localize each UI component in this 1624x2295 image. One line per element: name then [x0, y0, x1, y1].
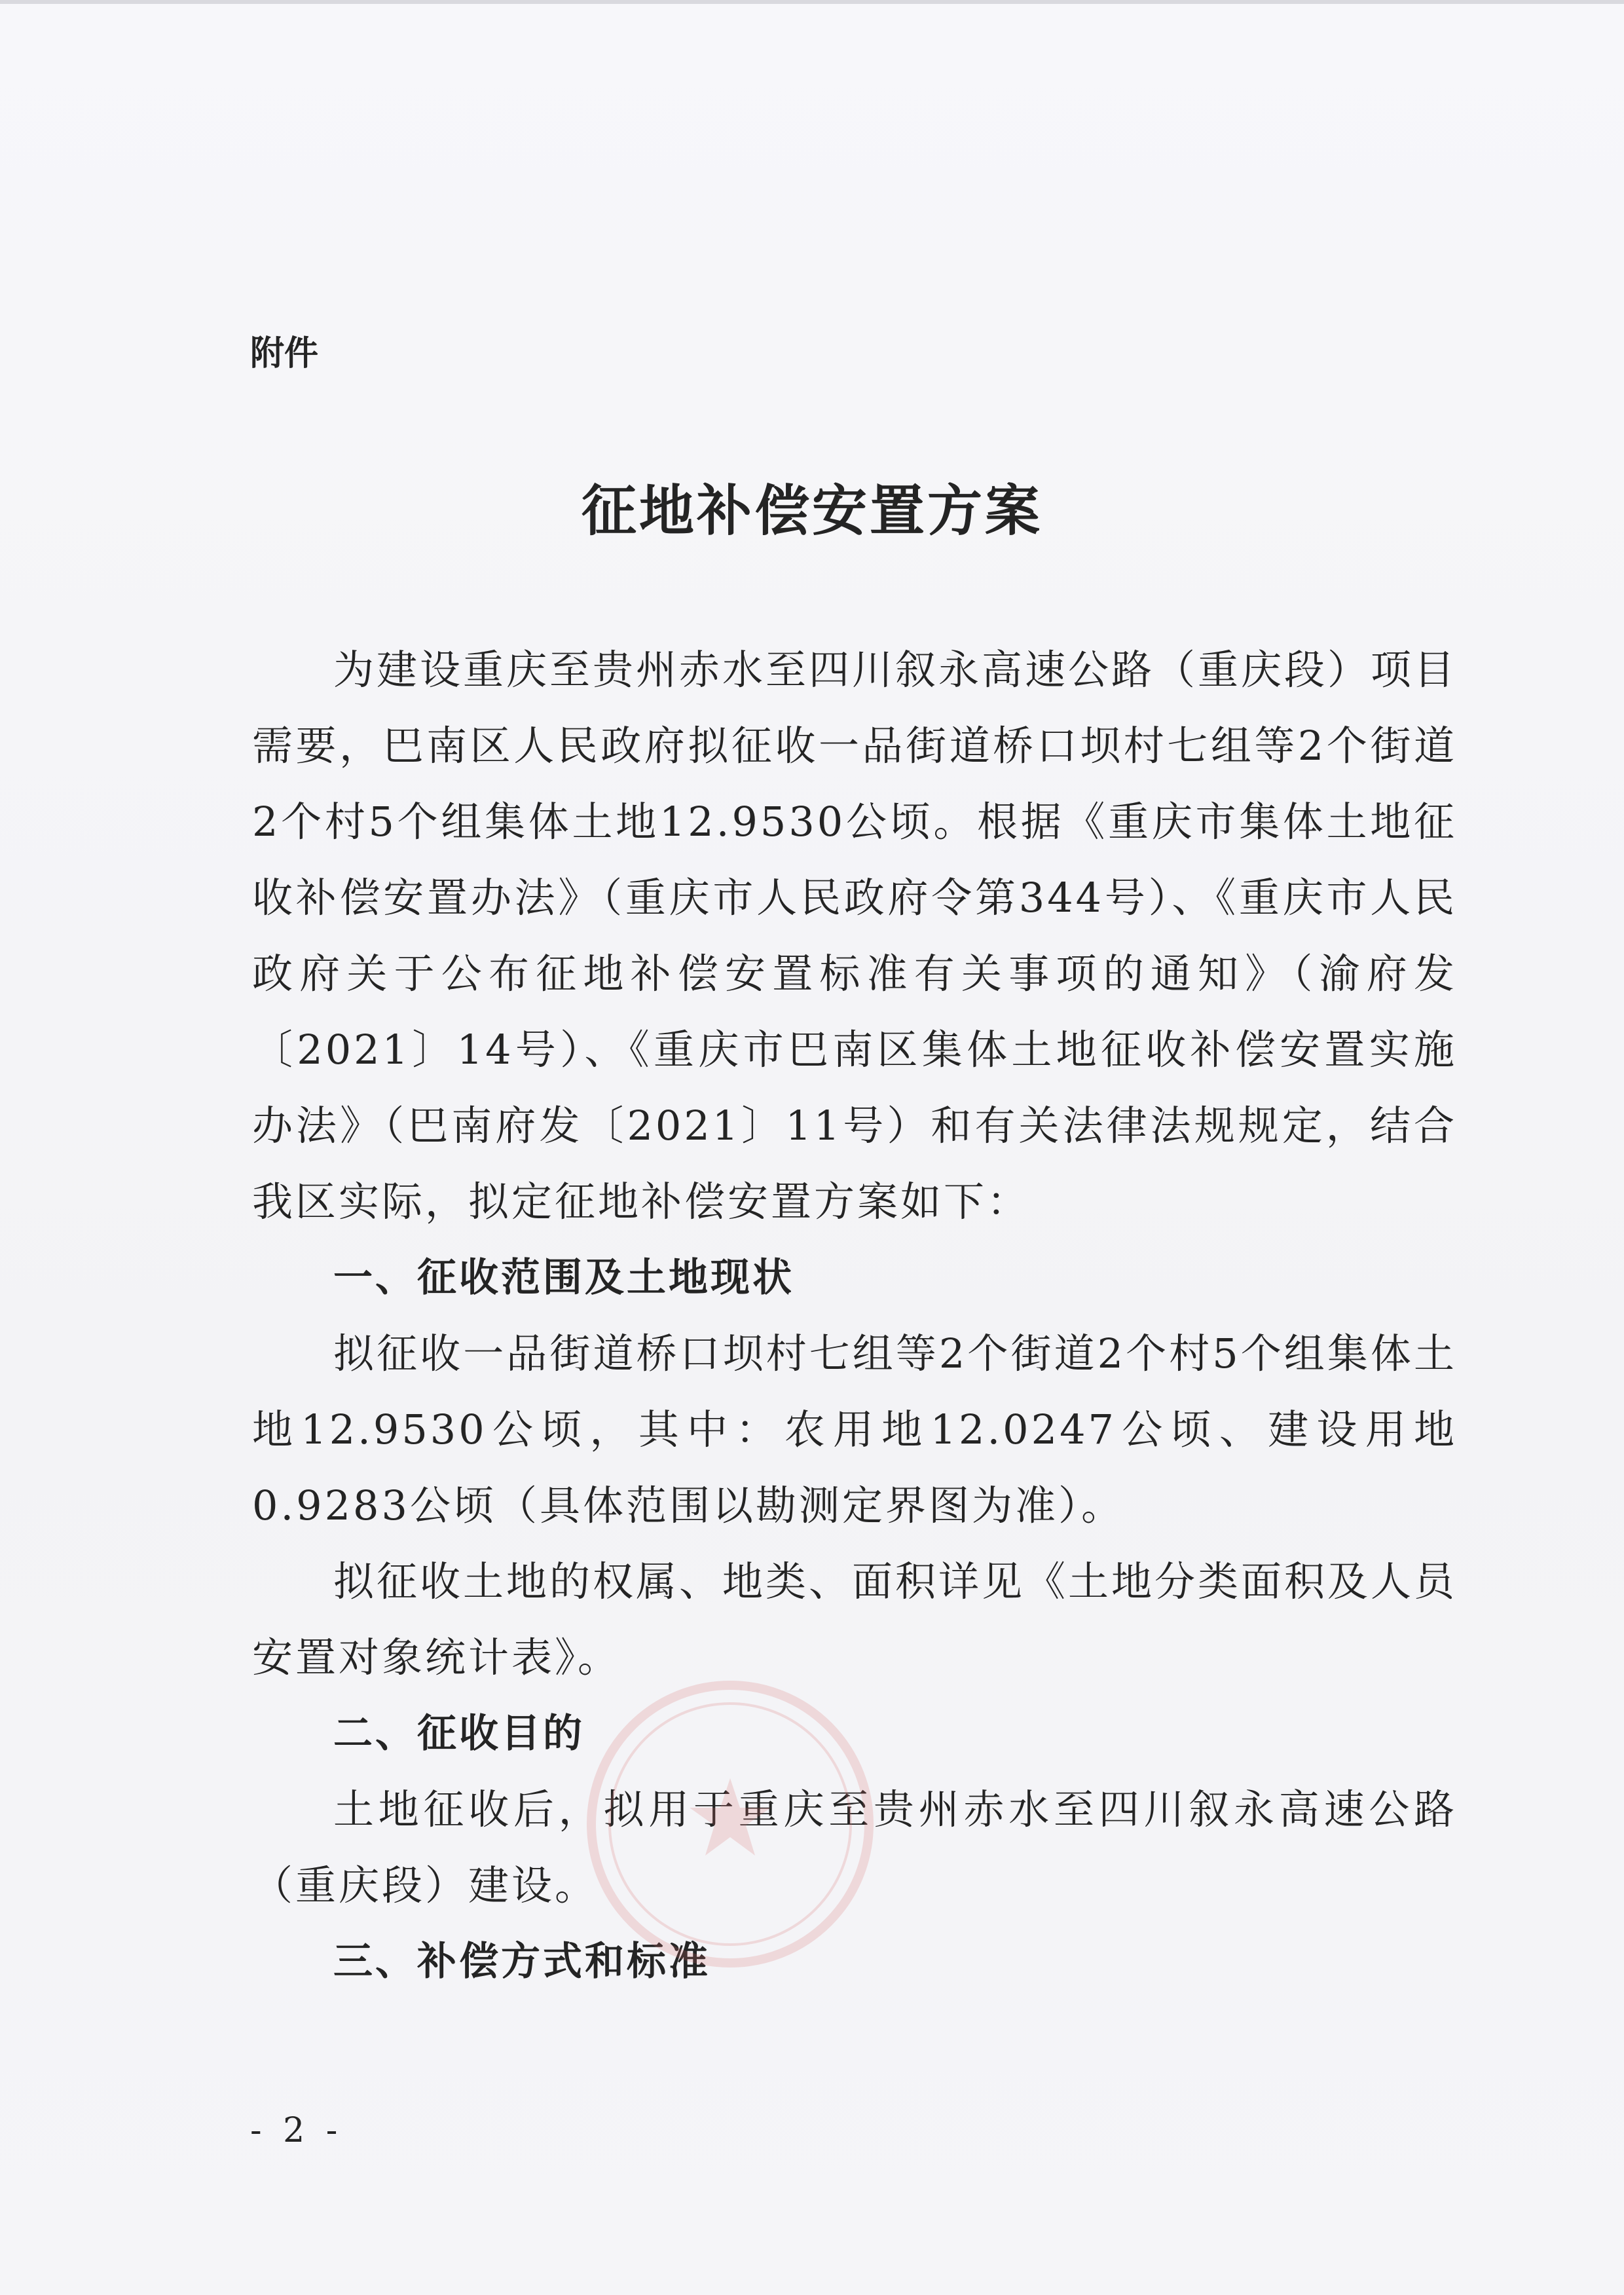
attachment-label: 附件 — [250, 334, 319, 373]
section-heading: 二、征收目的 — [333, 1711, 585, 1757]
paragraph: 为建设重庆至贵州赤水至四川叙永高速公路（重庆段）项目需要，巴南区人民政府拟征收一品街道桥口坝村七组等2个街道2个村5个组集体土地12.9530公顷。根据《重庆市集体土地征收补偿安置办法》（重庆市人民政府令第344号）、《重庆市人民政府关于公布征地补偿安置标准有关事项的通知》（渝府发〔2021〕14号）、《重庆市巴南区集体土地征收补偿安置实施办法》（巴南府发〔2021〕11号）和有关法律法规规定，结合我区实际，拟定征地补偿安置方案如下： — [252, 646, 1458, 1225]
paragraph: 拟征收一品街道桥口坝村七组等2个街道2个村5个组集体土地12.9530公顷，其中：农用地12.0247公顷、建设用地0.9283公顷（具体范围以勘测定界图为准）。 — [252, 1330, 1457, 1529]
scan-edge — [0, 0, 1624, 4]
section-heading: 三、补偿方式和标准 — [333, 1939, 710, 1985]
official-seal-icon — [580, 1673, 881, 1975]
section-heading: 一、征收范围及土地现状 — [333, 1255, 794, 1301]
paragraph: 土地征收后，拟用于重庆至贵州赤水至四川叙永高速公路（重庆段）建设。 — [252, 1785, 1457, 1909]
page-number: - 2 - — [250, 2111, 343, 2150]
paragraph: 拟征收土地的权属、地类、面积详见《土地分类面积及人员安置对象统计表》。 — [252, 1558, 1458, 1681]
document-title: 征地补偿安置方案 — [581, 478, 1043, 543]
